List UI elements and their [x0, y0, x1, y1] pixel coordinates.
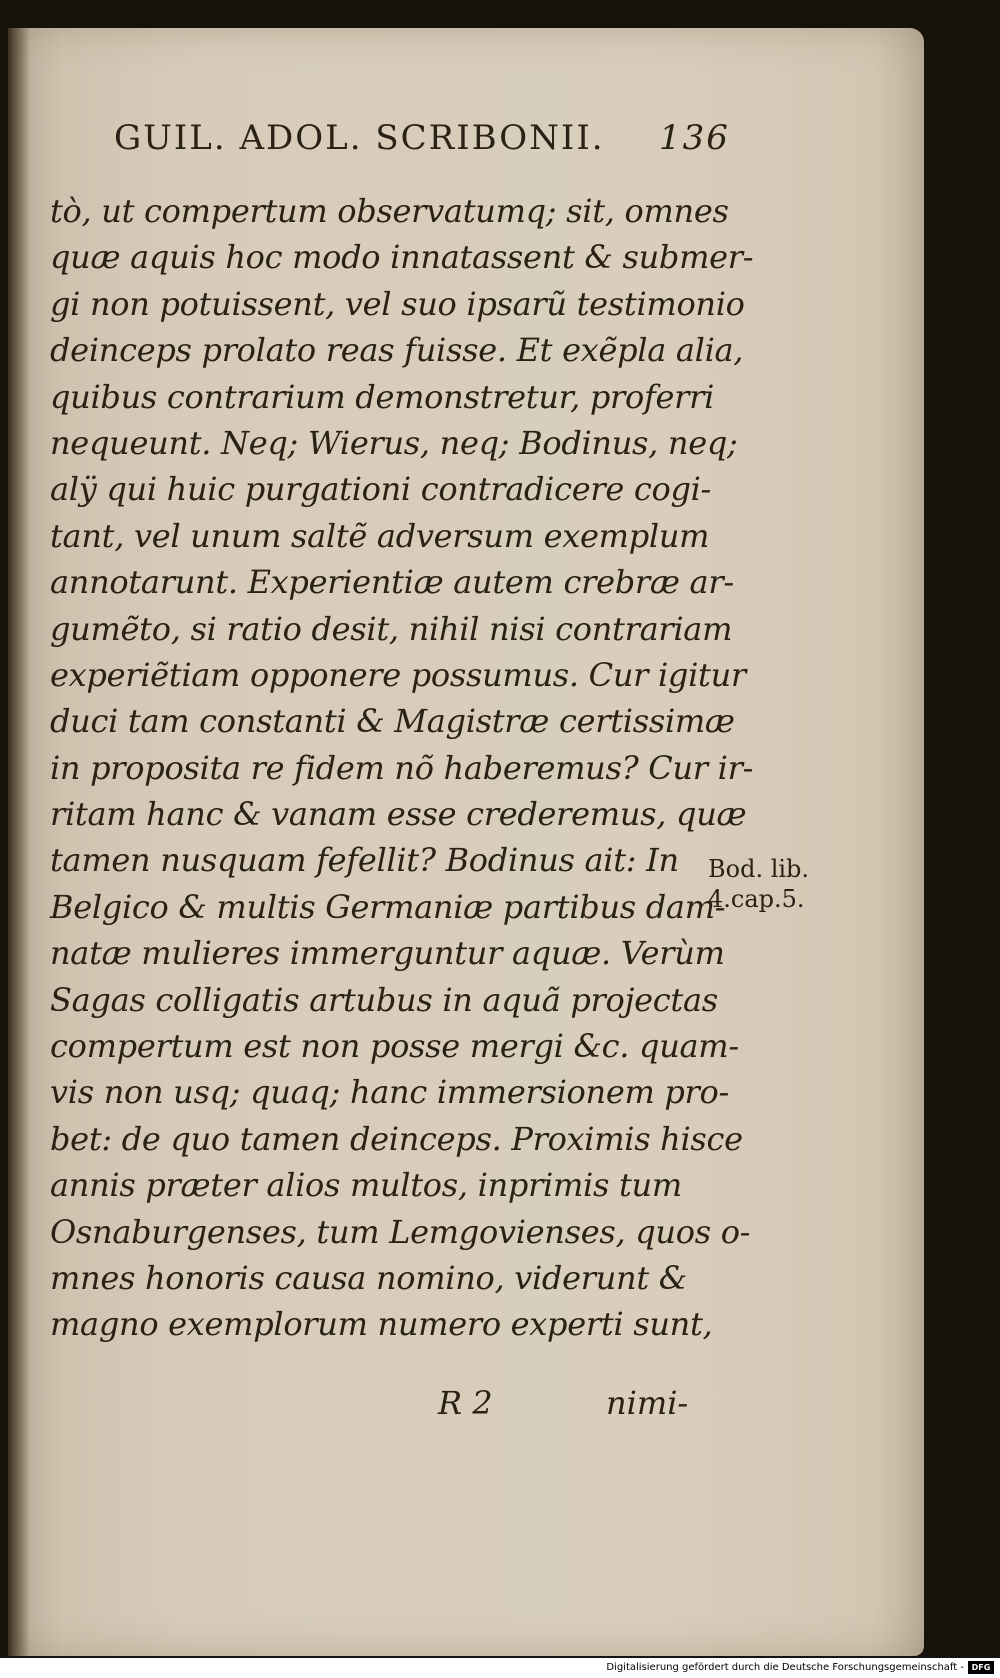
text-line: vis non usq; quaq; hanc immersionem pro- [50, 1073, 730, 1112]
text-line: Sagas colligatis artubus in aquã projectas [50, 980, 718, 1019]
funding-credit: Digitalisierung gefördert durch die Deutsche Forschungsgemeinschaft - [606, 1662, 964, 1673]
text-line: tamen nusquam fefellit? Bodinus ait: In [50, 841, 679, 880]
text-line: compertum est non posse mergi &c. quam- [50, 1027, 739, 1066]
book-gutter [8, 28, 30, 1656]
text-line: tant, vel unum saltẽ adversum exemplum [50, 516, 710, 555]
text-line: nequeunt. Neq; Wierus, neq; Bodinus, neq; [50, 423, 738, 462]
text-line: alÿ qui huic purgationi contradicere cogi- [50, 470, 712, 509]
text-line: mnes honoris causa nomino, viderunt & [50, 1258, 687, 1297]
signature-mark: R 2 [438, 1384, 493, 1422]
text-line: quæ aquis hoc modo innatassent & submer- [50, 238, 754, 277]
body-text [50, 188, 754, 1348]
dfg-logo: DFG [968, 1661, 994, 1674]
text-line: natæ mulieres immerguntur aquæ. Verùm [50, 934, 725, 973]
text-line: in proposita re fidem nõ haberemus? Cur ir- [50, 748, 754, 787]
text-line: magno exemplorum numero experti sunt, [50, 1305, 713, 1344]
marginal-note-line: Bod. lib. [708, 855, 810, 883]
text-line: gumẽto, si ratio desit, nihil nisi contrariam [50, 609, 733, 648]
text-line: annis præter alios multos, inprimis tum [50, 1166, 682, 1205]
text-line: gi non potuissent, vel suo ipsarũ testimonio [50, 284, 745, 323]
text-line: duci tam constanti & Magistræ certissimæ [50, 702, 735, 741]
marginal-note [708, 854, 809, 914]
book-page [8, 28, 924, 1656]
text-line: experiẽtiam opponere possumus. Cur igitur [50, 655, 746, 694]
text-line: quibus contrarium demonstretur, proferri [50, 377, 715, 416]
running-title: GUIL. ADOL. SCRIBONII. [114, 118, 605, 158]
marginal-note-line: 4.cap.5. [708, 885, 805, 913]
text-line: Osnaburgenses, tum Lemgovienses, quos o- [50, 1212, 751, 1251]
text-line: ritam hanc & vanam esse crederemus, quæ [50, 795, 747, 834]
text-line: tò, ut compertum observatumq; sit, omnes [50, 192, 729, 230]
text-line: annotarunt. Experientiæ autem crebræ ar- [50, 563, 734, 602]
text-line: Belgico & multis Germaniæ partibus dam- [50, 887, 726, 926]
page-number: 136 [659, 118, 730, 158]
catchword: nimi- [606, 1384, 689, 1422]
text-line: deinceps prolato reas fuisse. Et exẽpla alia, [50, 331, 744, 370]
text-line: bet: de quo tamen deinceps. Proximis hisce [50, 1119, 743, 1158]
